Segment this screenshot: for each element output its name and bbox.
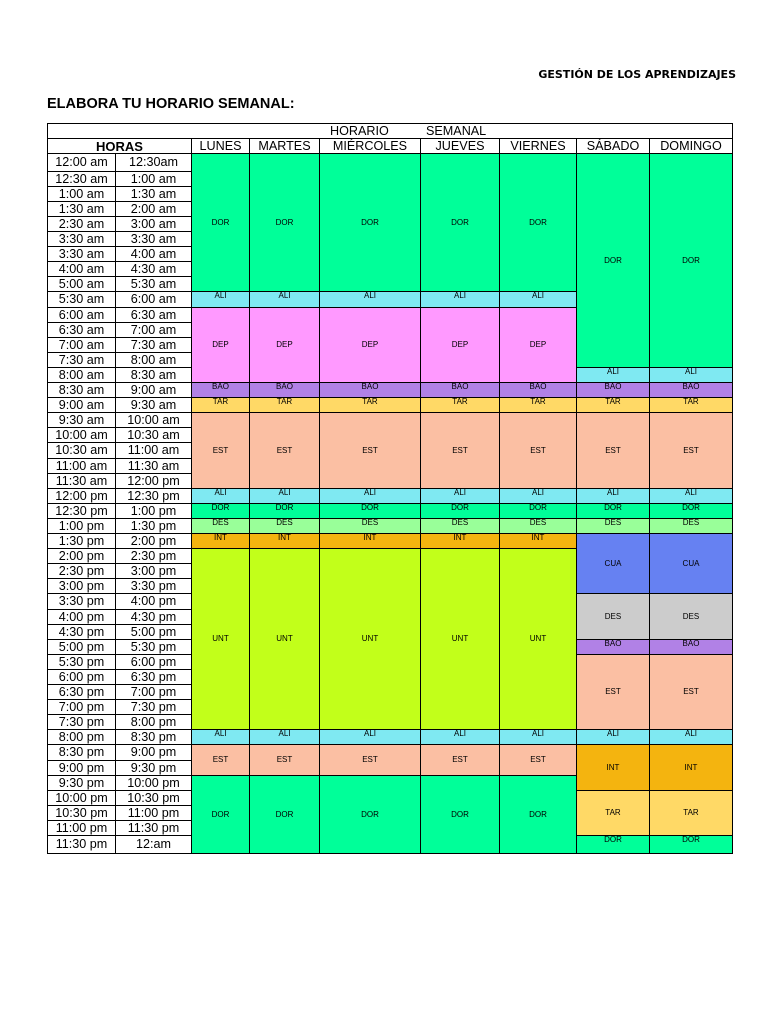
time-end: 5:30 am <box>115 276 192 292</box>
weekend-des-block: DES <box>576 518 650 534</box>
time-end: 8:30 am <box>115 367 192 383</box>
weekly-schedule-table <box>47 123 732 853</box>
time-end: 6:30 am <box>115 307 192 323</box>
weekend-des-block: DES <box>649 593 733 640</box>
time-end: 7:00 am <box>115 322 192 338</box>
day-header-6: DOMINGO <box>649 138 733 154</box>
weekday-est-block: EST <box>319 412 421 489</box>
document-header: GESTIÓN DE LOS APRENDIZAJES <box>538 68 736 81</box>
weekday-tar-block: TAR <box>319 397 421 413</box>
time-end: 11:30 am <box>115 458 192 474</box>
weekend-bao-block: BAO <box>576 382 650 398</box>
time-end: 12:am <box>115 835 192 854</box>
weekday-unt-block: UNT <box>249 548 320 730</box>
time-end: 4:00 am <box>115 246 192 262</box>
time-end: 7:00 pm <box>115 684 192 700</box>
weekday-dor-block: DOR <box>319 775 421 854</box>
weekend-dor-block: DOR <box>576 153 650 368</box>
weekday-dor-block: DOR <box>499 775 577 854</box>
weekday-ali-block: ALI <box>499 291 577 308</box>
weekend-tar-block: TAR <box>649 790 733 836</box>
time-start: 2:30 pm <box>47 563 116 579</box>
weekday-dep-block: DEP <box>249 307 320 383</box>
weekday-est-block: EST <box>249 744 320 776</box>
weekend-bao-block: BAO <box>649 639 733 655</box>
time-start: 5:00 am <box>47 276 116 292</box>
weekend-bao-block: BAO <box>649 382 733 398</box>
time-start: 9:00 am <box>47 397 116 413</box>
time-start: 1:30 am <box>47 201 116 217</box>
time-end: 4:30 pm <box>115 609 192 625</box>
day-header-0: LUNES <box>191 138 250 154</box>
weekday-unt-block: UNT <box>499 548 577 730</box>
weekday-ali-block: ALI <box>319 291 421 308</box>
time-start: 6:30 am <box>47 322 116 338</box>
time-end: 1:30 pm <box>115 518 192 534</box>
weekday-int-block: INT <box>319 533 421 549</box>
weekday-bao-block: BAO <box>319 382 421 398</box>
time-end: 6:00 pm <box>115 654 192 670</box>
time-start: 4:30 pm <box>47 624 116 640</box>
weekday-unt-block: UNT <box>420 548 500 730</box>
weekday-dep-block: DEP <box>420 307 500 383</box>
weekend-tar-block: TAR <box>576 397 650 413</box>
weekend-int-block: INT <box>649 744 733 791</box>
day-header-2: MIÉRCOLES <box>319 138 421 154</box>
weekday-dor-block: DOR <box>319 503 421 519</box>
weekday-dor-block: DOR <box>319 153 421 292</box>
weekday-dor-block: DOR <box>420 153 500 292</box>
weekday-ali-block: ALI <box>191 291 250 308</box>
time-start: 1:00 pm <box>47 518 116 534</box>
table-title-semanal: SEMANAL <box>426 124 487 138</box>
time-start: 7:00 pm <box>47 699 116 715</box>
time-start: 8:00 am <box>47 367 116 383</box>
weekday-tar-block: TAR <box>191 397 250 413</box>
time-start: 5:00 pm <box>47 639 116 655</box>
time-start: 1:30 pm <box>47 533 116 549</box>
weekend-ali-block: ALI <box>649 488 733 504</box>
time-end: 1:00 pm <box>115 503 192 519</box>
time-start: 8:00 pm <box>47 729 116 745</box>
weekday-ali-block: ALI <box>420 729 500 745</box>
weekday-dep-block: DEP <box>319 307 421 383</box>
time-start: 12:30 am <box>47 171 116 187</box>
time-start: 11:00 pm <box>47 820 116 836</box>
weekday-est-block: EST <box>499 744 577 776</box>
time-start: 9:30 pm <box>47 775 116 791</box>
weekday-est-block: EST <box>420 412 500 489</box>
time-start: 10:30 pm <box>47 805 116 821</box>
time-start: 8:30 am <box>47 382 116 398</box>
time-end: 8:00 pm <box>115 714 192 730</box>
time-start: 11:00 am <box>47 458 116 474</box>
weekday-est-block: EST <box>420 744 500 776</box>
weekday-tar-block: TAR <box>420 397 500 413</box>
weekday-int-block: INT <box>420 533 500 549</box>
weekday-dor-block: DOR <box>420 503 500 519</box>
time-start: 7:30 pm <box>47 714 116 730</box>
weekday-dep-block: DEP <box>191 307 250 383</box>
weekday-ali-block: ALI <box>191 729 250 745</box>
weekend-ali-block: ALI <box>649 367 733 383</box>
time-end: 9:30 am <box>115 397 192 413</box>
time-end: 2:00 pm <box>115 533 192 549</box>
time-start: 3:30 am <box>47 246 116 262</box>
weekday-dor-block: DOR <box>499 153 577 292</box>
weekend-dor-block: DOR <box>576 835 650 854</box>
time-start: 7:00 am <box>47 337 116 353</box>
time-end: 6:30 pm <box>115 669 192 685</box>
weekend-dor-block: DOR <box>649 503 733 519</box>
weekend-est-block: EST <box>576 412 650 489</box>
page-title: ELABORA TU HORARIO SEMANAL: <box>47 96 295 112</box>
weekend-ali-block: ALI <box>576 729 650 745</box>
time-start: 6:00 am <box>47 307 116 323</box>
time-end: 10:00 pm <box>115 775 192 791</box>
time-start: 1:00 am <box>47 186 116 202</box>
time-start: 5:30 am <box>47 291 116 308</box>
time-end: 11:30 pm <box>115 820 192 836</box>
time-start: 2:00 pm <box>47 548 116 564</box>
weekday-dor-block: DOR <box>249 153 320 292</box>
time-start: 11:30 pm <box>47 835 116 854</box>
time-start: 10:00 pm <box>47 790 116 806</box>
time-end: 7:30 am <box>115 337 192 353</box>
time-start: 2:30 am <box>47 216 116 232</box>
time-end: 4:30 am <box>115 261 192 277</box>
time-end: 9:00 am <box>115 382 192 398</box>
weekday-int-block: INT <box>191 533 250 549</box>
time-end: 12:00 pm <box>115 473 192 489</box>
weekend-dor-block: DOR <box>649 153 733 368</box>
weekday-est-block: EST <box>191 412 250 489</box>
weekend-bao-block: BAO <box>576 639 650 655</box>
weekday-dor-block: DOR <box>249 503 320 519</box>
weekend-des-block: DES <box>649 518 733 534</box>
time-end: 2:30 pm <box>115 548 192 564</box>
time-start: 12:00 am <box>47 153 116 172</box>
weekday-bao-block: BAO <box>249 382 320 398</box>
time-end: 12:30 pm <box>115 488 192 504</box>
time-end: 11:00 am <box>115 442 192 459</box>
table-title-row <box>47 123 733 139</box>
weekday-dor-block: DOR <box>191 503 250 519</box>
time-start: 9:30 am <box>47 412 116 428</box>
weekday-est-block: EST <box>191 744 250 776</box>
time-end: 6:00 am <box>115 291 192 308</box>
time-start: 3:00 pm <box>47 578 116 594</box>
time-end: 5:00 pm <box>115 624 192 640</box>
time-start: 5:30 pm <box>47 654 116 670</box>
weekend-dor-block: DOR <box>576 503 650 519</box>
time-end: 3:00 am <box>115 216 192 232</box>
weekday-dep-block: DEP <box>499 307 577 383</box>
time-start: 6:30 pm <box>47 684 116 700</box>
weekday-dor-block: DOR <box>420 775 500 854</box>
day-header-4: VIERNES <box>499 138 577 154</box>
weekday-ali-block: ALI <box>319 488 421 504</box>
day-header-5: SÁBADO <box>576 138 650 154</box>
weekday-ali-block: ALI <box>420 291 500 308</box>
time-start: 10:30 am <box>47 442 116 459</box>
time-end: 11:00 pm <box>115 805 192 821</box>
time-start: 11:30 am <box>47 473 116 489</box>
weekend-ali-block: ALI <box>649 729 733 745</box>
time-end: 12:30am <box>115 153 192 172</box>
time-end: 7:30 pm <box>115 699 192 715</box>
weekday-ali-block: ALI <box>319 729 421 745</box>
weekend-ali-block: ALI <box>576 488 650 504</box>
time-start: 6:00 pm <box>47 669 116 685</box>
time-end: 9:00 pm <box>115 744 192 761</box>
time-start: 10:00 am <box>47 427 116 443</box>
weekend-est-block: EST <box>576 654 650 730</box>
time-start: 7:30 am <box>47 352 116 368</box>
weekday-bao-block: BAO <box>499 382 577 398</box>
time-end: 1:30 am <box>115 186 192 202</box>
weekend-dor-block: DOR <box>649 835 733 854</box>
weekday-bao-block: BAO <box>191 382 250 398</box>
weekday-des-block: DES <box>249 518 320 534</box>
weekday-dor-block: DOR <box>249 775 320 854</box>
time-end: 10:00 am <box>115 412 192 428</box>
time-end: 8:30 pm <box>115 729 192 745</box>
weekend-des-block: DES <box>576 593 650 640</box>
horas-header: HORAS <box>47 138 192 154</box>
time-end: 3:30 pm <box>115 578 192 594</box>
weekday-ali-block: ALI <box>191 488 250 504</box>
weekday-des-block: DES <box>420 518 500 534</box>
weekday-est-block: EST <box>319 744 421 776</box>
time-start: 3:30 am <box>47 231 116 247</box>
time-start: 8:30 pm <box>47 744 116 761</box>
weekday-ali-block: ALI <box>249 291 320 308</box>
time-start: 3:30 pm <box>47 593 116 610</box>
day-header-3: JUEVES <box>420 138 500 154</box>
time-end: 10:30 pm <box>115 790 192 806</box>
weekday-est-block: EST <box>249 412 320 489</box>
time-start: 12:00 pm <box>47 488 116 504</box>
weekend-est-block: EST <box>649 412 733 489</box>
time-end: 2:00 am <box>115 201 192 217</box>
time-start: 4:00 pm <box>47 609 116 625</box>
weekday-tar-block: TAR <box>499 397 577 413</box>
time-end: 1:00 am <box>115 171 192 187</box>
weekday-unt-block: UNT <box>191 548 250 730</box>
weekend-tar-block: TAR <box>649 397 733 413</box>
weekday-des-block: DES <box>191 518 250 534</box>
weekend-int-block: INT <box>576 744 650 791</box>
table-title-horario: HORARIO <box>330 124 389 138</box>
time-end: 3:00 pm <box>115 563 192 579</box>
weekday-dor-block: DOR <box>499 503 577 519</box>
weekday-tar-block: TAR <box>249 397 320 413</box>
weekend-est-block: EST <box>649 654 733 730</box>
time-end: 5:30 pm <box>115 639 192 655</box>
time-end: 9:30 pm <box>115 760 192 776</box>
time-start: 9:00 pm <box>47 760 116 776</box>
weekday-ali-block: ALI <box>499 729 577 745</box>
time-start: 12:30 pm <box>47 503 116 519</box>
weekend-cua-block: CUA <box>576 533 650 594</box>
weekday-int-block: INT <box>499 533 577 549</box>
weekday-ali-block: ALI <box>499 488 577 504</box>
day-header-1: MARTES <box>249 138 320 154</box>
weekday-ali-block: ALI <box>420 488 500 504</box>
time-end: 3:30 am <box>115 231 192 247</box>
weekday-bao-block: BAO <box>420 382 500 398</box>
weekday-des-block: DES <box>499 518 577 534</box>
weekday-est-block: EST <box>499 412 577 489</box>
weekday-dor-block: DOR <box>191 153 250 292</box>
time-end: 8:00 am <box>115 352 192 368</box>
weekday-des-block: DES <box>319 518 421 534</box>
weekend-cua-block: CUA <box>649 533 733 594</box>
weekday-dor-block: DOR <box>191 775 250 854</box>
time-end: 10:30 am <box>115 427 192 443</box>
weekday-unt-block: UNT <box>319 548 421 730</box>
time-end: 4:00 pm <box>115 593 192 610</box>
weekday-int-block: INT <box>249 533 320 549</box>
weekend-tar-block: TAR <box>576 790 650 836</box>
time-start: 4:00 am <box>47 261 116 277</box>
weekday-ali-block: ALI <box>249 488 320 504</box>
weekend-ali-block: ALI <box>576 367 650 383</box>
weekday-ali-block: ALI <box>249 729 320 745</box>
